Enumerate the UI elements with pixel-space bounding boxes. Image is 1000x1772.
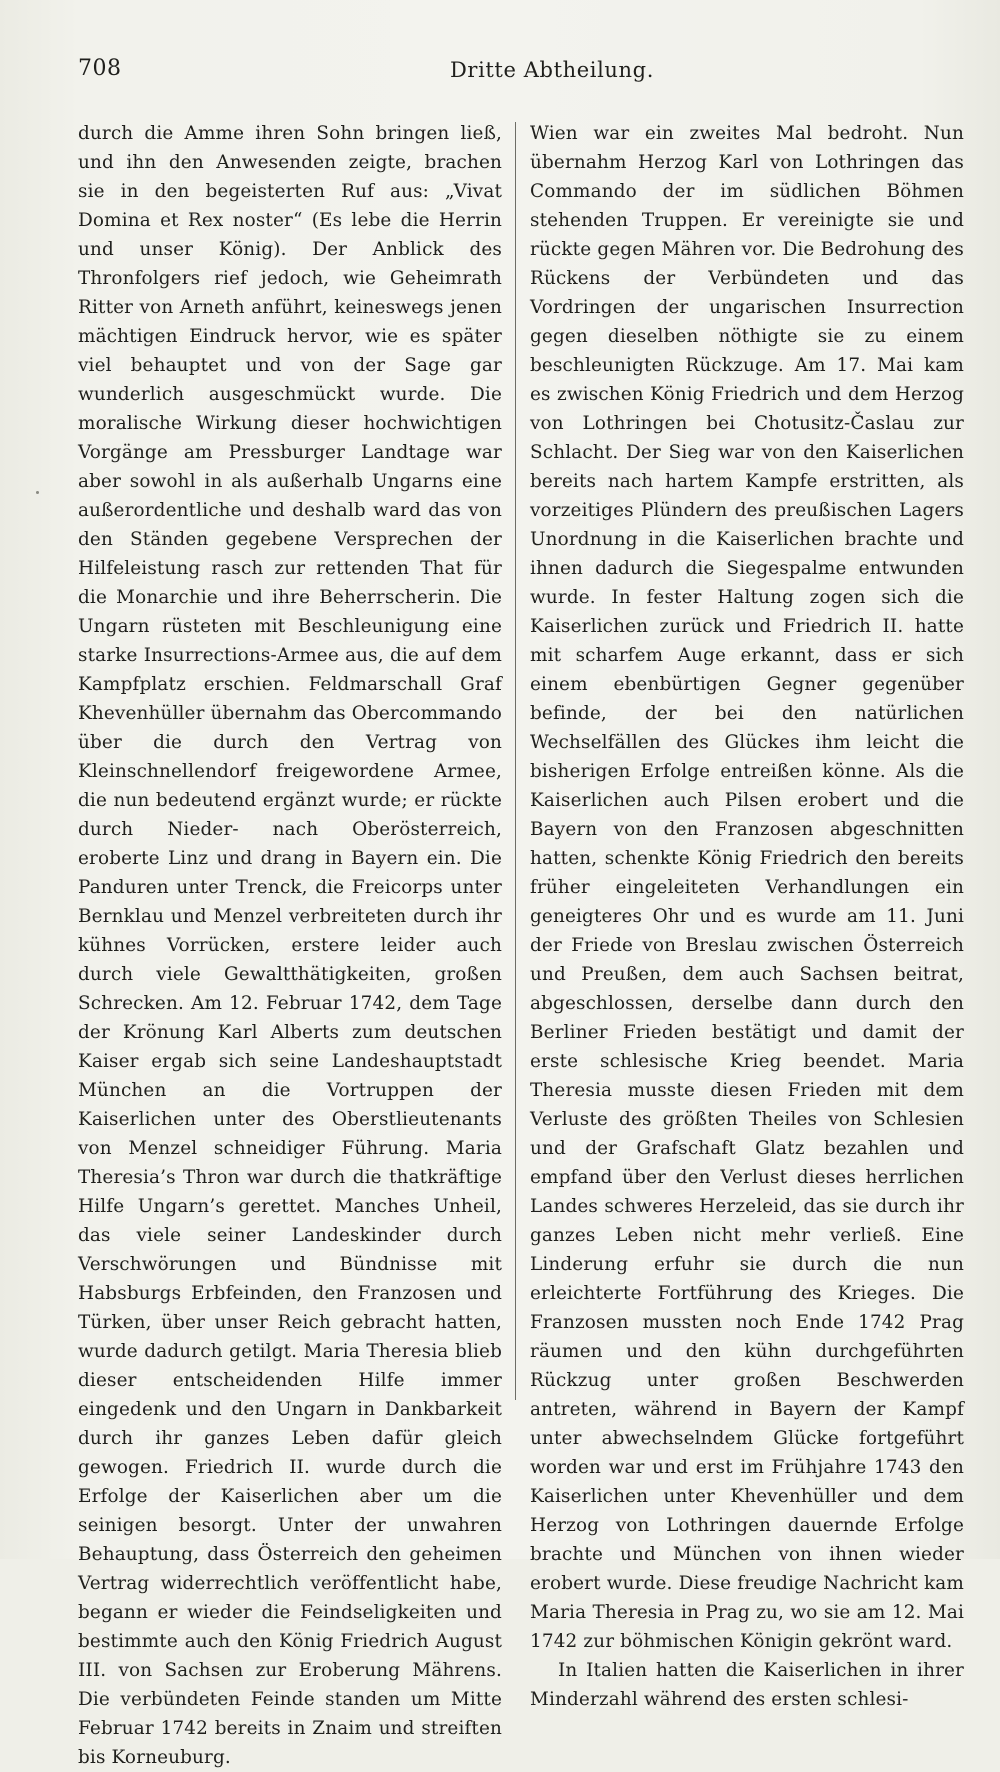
page-number: 708 bbox=[78, 56, 122, 81]
page-header bbox=[78, 56, 928, 90]
running-head: Dritte Abtheilung. bbox=[450, 58, 654, 82]
left-column bbox=[78, 119, 502, 1772]
column-divider bbox=[515, 122, 516, 1400]
paragraph: In Italien hatten die Kaiserlichen in ihrer Minderzahl während des ersten schlesi- bbox=[530, 1660, 964, 1710]
paper-speck bbox=[36, 491, 39, 494]
paragraph: durch die Amme ihren Sohn bringen ließ, und ihn den Anwesenden zeigte, brachen sie in den begeisterten Ruf aus: „Vivat Domina et Rex noster“ (Es lebe die Herrin und unser König). Der Anblick des Thronfolgers rief jedoch, wie Geheimrath Ritter von Arneth anführt, keineswegs jenen mächtigen Eindruck hervor, wie es später viel behauptet und von der Sage gar wunderlich ausgeschmückt wurde. Die moralische Wirkung dieser hochwichtigen Vorgänge am Pressburger Landtage war aber sowohl in als außerhalb Ungarns eine außerordentliche und deshalb ward das von den Ständen gegebene Versprechen der Hilfeleistung rasch zur rettenden That für die Monarchie und ihre Beherrscherin. Die Ungarn rüsteten mit Beschleunigung eine starke Insurrections-Armee aus, die auf dem Kampfplatz erschien. Feldmarschall Graf Khevenhüller übernahm das Obercommando über die durch den Vertrag von Kleinschnellendorf freigewordene Armee, die nun bedeutend ergänzt wurde; er rückte durch Nieder- nach Oberösterreich, eroberte Linz und drang in Bayern ein. Die Panduren unter Trenck, die Freicorps unter Bernklau und Menzel verbreiteten durch ihr kühnes Vorrücken, erstere leider auch durch viele Gewaltthätigkeiten, großen Schrecken. Am 12. Februar 1742, dem Tage der Krönung Karl Alberts zum deutschen Kaiser ergab sich seine Landeshauptstadt München an die Vortruppen der Kaiserlichen unter des Oberstlieutenants von Menzel schneidiger Führung. Maria Theresia’s Thron war durch die thatkräftige Hilfe Ungarn’s gerettet. Manches Unheil, das viele seiner Landeskinder durch Verschwörungen und Bündnisse mit Habsburgs Erbfeinden, den Franzosen und Türken, über unser Reich gebracht hatten, wurde dadurch getilgt. Maria Theresia blieb dieser entscheidenden Hilfe immer eingedenk und den Ungarn in Dankbarkeit durch ihr ganzes Leben dafür gleich gewogen. Friedrich II. wurde durch die Erfolge der Kaiserlichen aber um die seinigen besorgt. Unter der unwahren Behauptung, dass Österreich den geheimen Vertrag widerrechtlich veröffentlicht habe, begann er wieder die Feindseligkeiten und bestimmte auch den König Friedrich August III. von Sachsen zur Eroberung Mährens. Die verbündeten Feinde standen um Mitte Februar 1742 bereits in Znaim und streiften bis Korneuburg. bbox=[78, 123, 502, 1768]
right-column bbox=[530, 119, 964, 1714]
paragraph: Wien war ein zweites Mal bedroht. Nun übernahm Herzog Karl von Lothringen das Commando der im südlichen Böhmen stehenden Truppen. Er vereinigte sie und rückte gegen Mähren vor. Die Bedrohung des Rückens der Verbündeten und das Vordringen der ungarischen Insurrection gegen dieselben nöthigte sie zu einem beschleunigten Rückzuge. Am 17. Mai kam es zwischen König Friedrich und dem Herzog von Lothringen bei Chotusitz-Časlau zur Schlacht. Der Sieg war von den Kaiserlichen bereits nach hartem Kampfe erstritten, als vorzeitiges Plündern des preußischen Lagers Unordnung in die Kaiserlichen brachte und ihnen dadurch die Siegespalme entwunden wurde. In fester Haltung zogen sich die Kaiserlichen zurück und Friedrich II. hatte mit scharfem Auge erkannt, dass er sich einem ebenbürtigen Gegner gegenüber befinde, der bei den natürlichen Wechselfällen des Glückes ihm leicht die bisherigen Erfolge entreißen könne. Als die Kaiserlichen auch Pilsen erobert und die Bayern von den Franzosen abgeschnitten hatten, schenkte König Friedrich den bereits früher eingeleiteten Verhandlungen ein geneigteres Ohr und es wurde am 11. Juni der Friede von Breslau zwischen Österreich und Preußen, dem auch Sachsen beitrat, abgeschlossen, derselbe dann durch den Berliner Frieden bestätigt und damit der erste schlesische Krieg beendet. Maria Theresia musste diesen Frieden mit dem Verluste des größten Theiles von Schlesien und der Grafschaft Glatz bezahlen und empfand über den Verlust dieses herrlichen Landes schweres Herzeleid, das sie durch ihr ganzes Leben nicht mehr verließ. Eine Linderung erfuhr sie durch die nun erleichterte Fortführung des Krieges. Die Franzosen mussten noch Ende 1742 Prag räumen und den kühn durchgeführten Rückzug unter großen Beschwerden antreten, während in Bayern der Kampf unter abwechselndem Glücke fortgeführt worden war und erst im Frühjahre 1743 den Kaiserlichen unter Khevenhüller und dem Herzog von Lothringen dauernde Erfolge brachte und München von ihnen wieder erobert wurde. Diese freudige Nachricht kam Maria Theresia in Prag zu, wo sie am 12. Mai 1742 zur böhmischen Königin gekrönt ward. bbox=[530, 123, 964, 1652]
